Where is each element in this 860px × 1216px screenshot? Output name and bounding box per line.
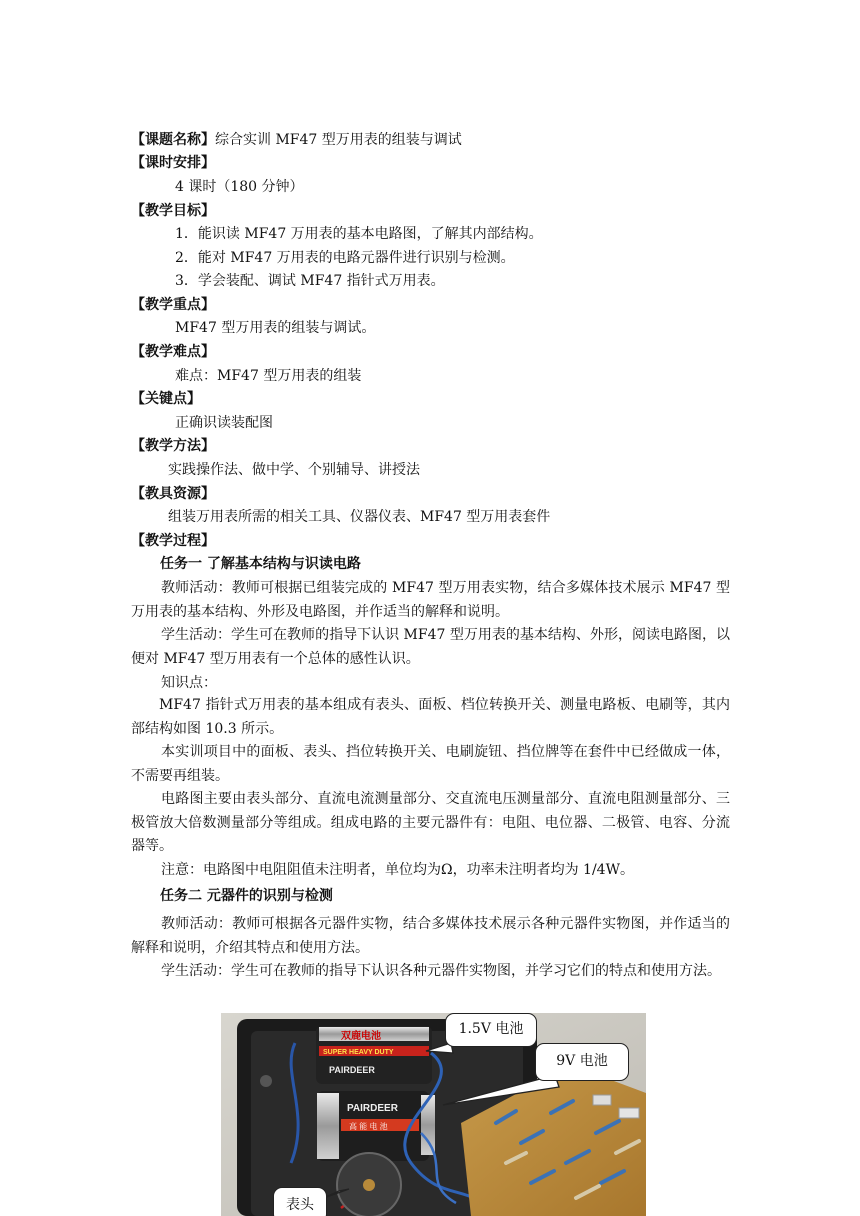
callout-9v-battery bbox=[535, 1043, 629, 1081]
callout-1-5v-battery bbox=[445, 1013, 537, 1047]
battery1-brand2: PAIRDEER bbox=[329, 1065, 375, 1075]
battery1-brand: 双鹿电池 bbox=[341, 1031, 381, 1042]
task1-student-activity: 学生活动：学生可在教师的指导下认识 MF47 型万用表的基本结构、外形，阅读电路图，以便对 MF47 型万用表有一个总体的感性认识。 bbox=[131, 627, 730, 667]
goal-item: 3．学会装配、调试 MF47 指针式万用表。 bbox=[175, 273, 445, 289]
method-label: 【教学方法】 bbox=[131, 438, 215, 454]
callout-9v-battery-label: 9V 电池 bbox=[556, 1053, 608, 1069]
callout-1-5v-battery-label: 1.5V 电池 bbox=[458, 1021, 524, 1037]
task2-title: 任务二 元器件的识别与检测 bbox=[160, 888, 333, 904]
goals-label: 【教学目标】 bbox=[131, 203, 215, 219]
knowledge-p2: 本实训项目中的面板、表头、挡位转换开关、电刷旋钮、挡位牌等在套件中已经做成一体，不需要再组装。 bbox=[131, 744, 730, 784]
battery1-band: SUPER HEAVY DUTY bbox=[323, 1049, 394, 1056]
battery2-band: 高 能 电 池 bbox=[349, 1122, 388, 1131]
task1-teacher-activity: 教师活动：教师可根据已组装完成的 MF47 型万用表实物，结合多媒体技术展示 MF47 型万用表的基本结构、外形及电路图，并作适当的解释和说明。 bbox=[131, 580, 730, 620]
difficulty-label: 【教学难点】 bbox=[131, 344, 215, 360]
resource-value: 组装万用表所需的相关工具、仪器仪表、MF47 型万用表套件 bbox=[168, 509, 551, 525]
hours-value: 4 课时（180 分钟） bbox=[175, 179, 304, 195]
focus-label: 【教学重点】 bbox=[131, 297, 215, 313]
difficulty-value: 难点：MF47 型万用表的组装 bbox=[175, 368, 362, 384]
note-text: 注意：电路图中电阻阻值未注明者，单位均为Ω，功率未注明者均为 1/4W。 bbox=[161, 862, 634, 878]
battery2-brand: PAIRDEER bbox=[347, 1103, 398, 1114]
knowledge-p1: MF47 指针式万用表的基本组成有表头、面板、档位转换开关、测量电路板、电刷等，其内部结构如图 10.3 所示。 bbox=[131, 697, 730, 737]
process-label: 【教学过程】 bbox=[131, 533, 215, 549]
focus-value: MF47 型万用表的组装与调试。 bbox=[175, 320, 376, 336]
goal-item: 2．能对 MF47 万用表的电路元器件进行识别与检测。 bbox=[175, 250, 515, 266]
method-value: 实践操作法、做中学、个别辅导、讲授法 bbox=[168, 462, 420, 478]
hours-label: 【课时安排】 bbox=[131, 155, 215, 171]
resource-label: 【教具资源】 bbox=[131, 486, 215, 502]
callout-meter bbox=[273, 1187, 327, 1216]
task2-teacher-activity: 教师活动：教师可根据各元器件实物，结合多媒体技术展示各种元器件实物图，并作适当的解释和说明，介绍其特点和使用方法。 bbox=[131, 916, 730, 956]
knowledge-p3: 电路图主要由表头部分、直流电流测量部分、交直流电压测量部分、直流电阻测量部分、三极管放大倍数测量部分等组成。组成电路的主要元器件有：电阻、电位器、二极管、电容、分流器等。 bbox=[131, 791, 730, 854]
key-label: 【关键点】 bbox=[131, 391, 201, 407]
goal-item: 1．能识读 MF47 万用表的基本电路图，了解其内部结构。 bbox=[175, 226, 543, 242]
multimeter-interior-photo bbox=[221, 1013, 646, 1216]
callout-meter-label: 表头 bbox=[286, 1197, 314, 1213]
title-line bbox=[131, 130, 462, 150]
task2-student-activity: 学生活动：学生可在教师的指导下认识各种元器件实物图，并学习它们的特点和使用方法。 bbox=[161, 963, 721, 979]
task1-title: 任务一 了解基本结构与识读电路 bbox=[160, 556, 361, 572]
title-value: 综合实训 MF47 型万用表的组装与调试 bbox=[215, 132, 462, 148]
key-value: 正确识读装配图 bbox=[175, 415, 273, 431]
title-label: 【课题名称】 bbox=[131, 132, 215, 148]
knowledge-label: 知识点： bbox=[161, 675, 217, 691]
